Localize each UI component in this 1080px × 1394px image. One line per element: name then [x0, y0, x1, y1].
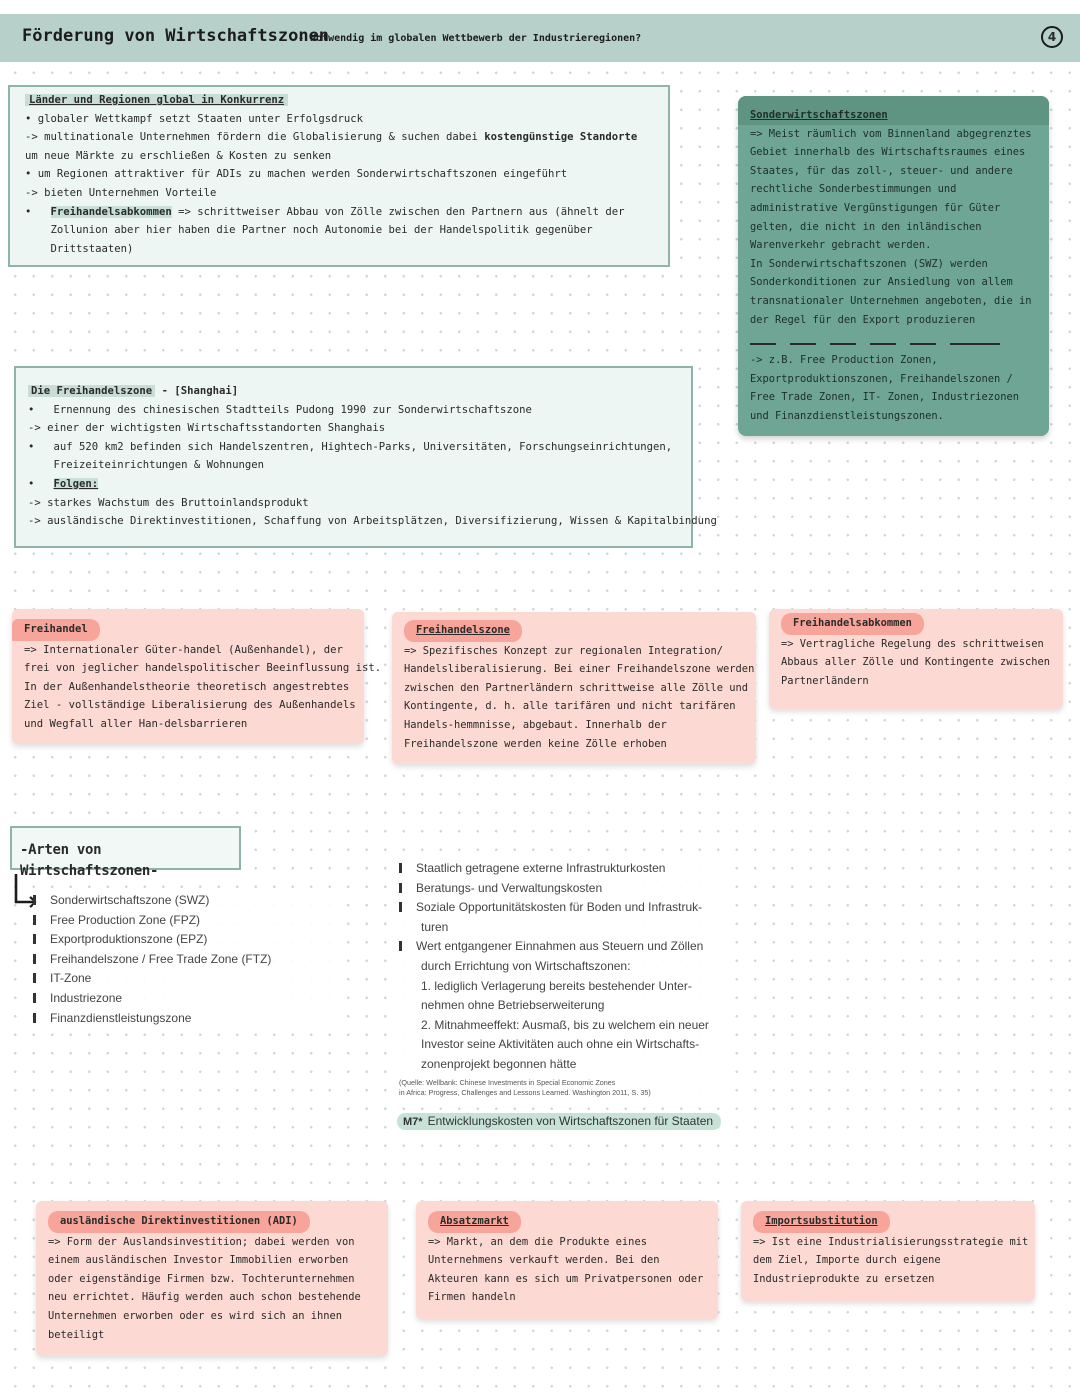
text-line: => Meist räumlich vom Binnenland abgegrenztes	[750, 127, 1032, 140]
list-item: Free Production Zone (FPZ)	[33, 911, 333, 931]
highlight-folgen: Folgen:	[53, 477, 99, 490]
definition-title: Importsubstitution	[753, 1211, 1035, 1233]
text-line: administrative Vergünstigungen für Güter	[750, 201, 1001, 214]
text-line: => Spezifisches Konzept zur regionalen Integration/	[404, 644, 724, 657]
text-line: um neue Märkte zu erschließen & Kosten zu senken	[25, 149, 332, 162]
box-sonderwirtschaftszonen	[738, 96, 1049, 436]
definition-title: Freihandel	[12, 609, 364, 641]
page-subtitle: - Notwendig im globalen Wettbewerb der Industrieregionen?	[298, 33, 642, 44]
list-item: Freihandelszone / Free Trade Zone (FTZ)	[33, 950, 333, 970]
page-number-badge: 4	[1041, 26, 1063, 48]
text-line: => Form der Auslandsinvestition; dabei werden von	[48, 1235, 355, 1248]
definition-title: Freihandelszone	[404, 620, 756, 642]
text-line: Handels-hemmnisse, abgebaut. Innerhalb der	[404, 718, 667, 731]
text-line: Abbaus aller Zölle und Kontingente zwischen	[781, 656, 1050, 669]
text-line: -> multinationale Unternehmen fördern die Globalisierung & suchen dabei kostengünstige Standorte	[25, 131, 638, 144]
definition-freihandelszone	[392, 612, 756, 764]
text-line: Free Trade Zonen, IT- Zonen, Industriezonen	[750, 391, 1019, 404]
text-line: • auf 520 km2 befinden sich Handelszentren, Hightech-Parks, Universitäten, Forschungseinrichtungen,	[28, 440, 673, 453]
text-line: Akteuren kann es sich um Privatpersonen oder	[428, 1272, 704, 1285]
numbered-line: 2. Mitnahmeeffekt: Ausmaß, bis zu welchem ein neuer	[421, 1017, 709, 1032]
text-line: • globaler Wettkampf setzt Staaten unter Erfolgsdruck	[25, 112, 364, 125]
box-freihandelszone-shanghai	[14, 366, 717, 548]
numbered-line: nehmen ohne Betriebserweiterung	[421, 998, 605, 1013]
text-line: • Freihandelsabkommen => schrittweiser Abbau von Zölle zwischen den Partnern aus (ähnelt der	[25, 205, 625, 218]
kosten-excerpt	[399, 859, 729, 1098]
text-line: oder eigenständige Firmen bzw. Tochterunternehmen	[48, 1272, 355, 1285]
list-item-continuation: turen	[421, 919, 449, 934]
numbered-line: 1. lediglich Verlagerung bereits bestehender Unter-	[421, 978, 692, 993]
source-citation: (Quelle: Wellbank: Chinese Investments in Special Economic Zones in Africa: Progress, Challenges and Lessons Learned. Washington 2011, S. 35)	[399, 1077, 651, 1097]
definition-absatzmarkt	[416, 1201, 718, 1319]
text-line: neu errichtet. Häufig werden auch schon bestehende	[48, 1291, 361, 1304]
text-line: frei von jeglicher handelspolitischer Beeinflussung ist.	[24, 662, 382, 675]
list-item: Wert entgangener Einnahmen aus Steuern und Zöllen	[399, 937, 729, 957]
text-line: Unternehmens verkauft werden. Bei den	[428, 1254, 660, 1267]
text-line: Partnerländern	[781, 674, 869, 687]
arten-list	[33, 891, 333, 1028]
list-item: Finanzdienstleistungszone	[33, 1009, 333, 1029]
text-line: Unternehmen erworben oder es wird sich an ihnen	[48, 1309, 343, 1322]
text-line: und Finanzdienstleistungszonen.	[750, 409, 944, 422]
text-line: dem Ziel, Importe durch eigene	[753, 1254, 941, 1267]
definition-title: Absatzmarkt	[428, 1211, 718, 1233]
list-item: Staatlich getragene externe Infrastrukturkosten	[399, 859, 729, 879]
text-line: Gebiet innerhalb des Wirtschaftsraumes eines	[750, 146, 1026, 159]
text-line: In Sonderwirtschaftszonen (SWZ) werden	[750, 257, 988, 270]
list-item: Sonderwirtschaftszone (SWZ)	[33, 891, 333, 911]
numbered-line: zonenprojekt begonnen hätte	[421, 1056, 577, 1071]
highlight-freihandelsabkommen: Freihandelsabkommen	[50, 205, 172, 218]
text-line: • Folgen:	[28, 477, 99, 490]
box-laender-regionen	[8, 85, 670, 267]
text-line: Kontingente, d. h. alle tarifären und nicht tarifären	[404, 700, 736, 713]
definition-title: Freihandelsabkommen	[781, 613, 1063, 635]
text-line: Handelsliberalisierung. Bei einer Freihandelszone werden	[404, 663, 755, 676]
text-line: => Ist eine Industrialisierungsstrategie mit	[753, 1235, 1029, 1248]
text-line: -> starkes Wachstum des Bruttoinlandsprodukt	[28, 496, 309, 509]
text-line: Exportproduktionszonen, Freihandelszonen /	[750, 372, 1013, 385]
list-item-continuation: durch Errichtung von Wirtschaftszonen:	[421, 958, 631, 973]
text-line: => Internationaler Güter-handel (Außenhandel), der	[24, 643, 343, 656]
text-line: der Regel für den Export produzieren	[750, 313, 976, 326]
list-item: Exportproduktionszone (EPZ)	[33, 930, 333, 950]
text-line: -> bieten Unternehmen Vorteile	[25, 186, 217, 199]
box-laender-title: Länder und Regionen global in Konkurrenz	[25, 91, 668, 110]
page-title: Förderung von Wirtschaftszonen	[22, 26, 330, 46]
text-line: zwischen den Partnerländern schrittweise alle Zölle und	[404, 681, 749, 694]
list-item: Beratungs- und Verwaltungskosten	[399, 879, 729, 899]
text-line: transnationaler Unternehmen angeboten, die in	[750, 294, 1032, 307]
text-line: beteiligt	[48, 1328, 105, 1341]
text-line: und Wegfall aller Han-delsbarrieren	[24, 717, 248, 730]
list-item: IT-Zone	[33, 969, 333, 989]
list-item: Industriezone	[33, 989, 333, 1009]
text-line: Warenverkehr gebracht werden.	[750, 239, 932, 252]
numbered-line: Investor seine Aktivitäten auch ohne ein Wirtschafts-	[421, 1037, 700, 1052]
definition-freihandel	[12, 609, 382, 744]
list-item: Soziale Opportunitätskosten für Boden und Infrastruk-	[399, 898, 729, 918]
text-line: • Ernennung des chinesischen Stadtteils Pudong 1990 zur Sonderwirtschaftszone	[28, 403, 532, 416]
box-sonder-title: Sonderwirtschaftszonen	[738, 96, 1049, 125]
separator-dashes	[750, 329, 1041, 351]
text-line: => Vertragliche Regelung des schrittweisen	[781, 637, 1044, 650]
text-line: Freizeiteinrichtungen & Wohnungen	[28, 459, 264, 472]
arten-title-box: -Arten von Wirtschaftszonen-	[10, 826, 241, 870]
page-header	[0, 14, 1080, 62]
definition-freihandelsabkommen	[769, 609, 1063, 709]
definition-importsubstitution	[741, 1201, 1035, 1301]
text-line: -> einer der wichtigsten Wirtschaftsstandorten Shanghais	[28, 422, 386, 435]
text-line: => Markt, an dem die Produkte eines	[428, 1235, 647, 1248]
text-line: In der Außenhandelstheorie theoretisch angestrebtes	[24, 680, 350, 693]
figure-caption: M7* Entwicklungskosten von Wirtschaftszonen für Staaten	[397, 1110, 721, 1129]
text-line: • um Regionen attraktiver für ADIs zu machen werden Sonderwirtschaftszonen eingeführt	[25, 168, 568, 181]
text-line: Firmen handeln	[428, 1291, 516, 1304]
text-line: Zollunion aber hier haben die Partner noch Autonomie bei der Handelspolitik gegenüber	[25, 224, 593, 237]
definition-adi	[36, 1201, 388, 1356]
text-line: Freihandelszone werden keine Zölle erhoben	[404, 737, 667, 750]
text-line: Staates, für das zoll-, steuer- und andere	[750, 164, 1013, 177]
text-line: Industrieprodukte zu ersetzen	[753, 1272, 935, 1285]
text-line: -> ausländische Direktinvestitionen, Schaffung von Arbeitsplätzen, Diversifizierung, Wissen & Kapitalbindung	[28, 515, 717, 528]
text-line: -> z.B. Free Production Zonen,	[750, 354, 938, 367]
text-line: rechtliche Sonderbestimmungen und	[750, 183, 957, 196]
box-shanghai-title: Die Freihandelszone - [Shanghai]	[28, 382, 691, 401]
text-line: einem ausländischen Investor Immobilien erworben	[48, 1254, 349, 1267]
text-line: Ziel - vollständige Liberalisierung des Außenhandels	[24, 699, 356, 712]
text-line: Sonderkonditionen zur Ansiedlung von allem	[750, 276, 1013, 289]
definition-title: ausländische Direktinvestitionen (ADI)	[48, 1211, 388, 1233]
text-line: gelten, die nicht in den inländischen	[750, 220, 982, 233]
text-line: Drittstaaten)	[25, 242, 134, 255]
